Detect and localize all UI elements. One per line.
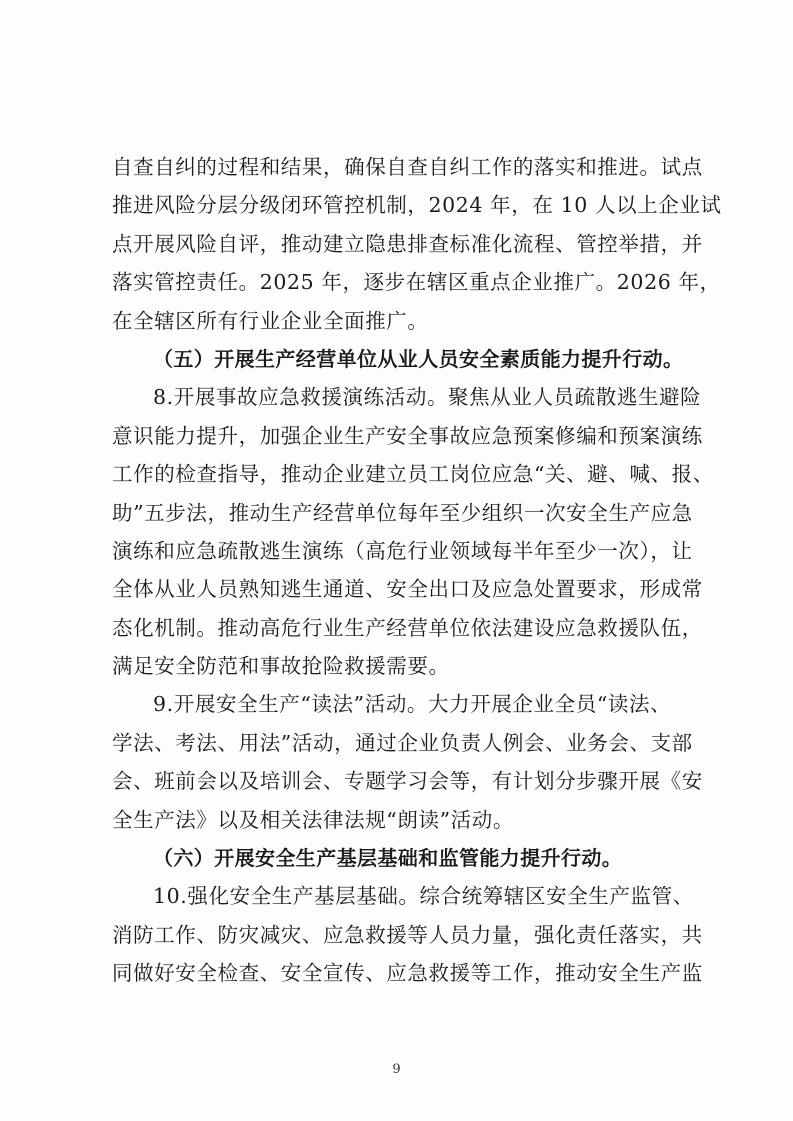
text-line: 消防工作、防灾减灾、应急救援等人员力量，强化责任落实，共 xyxy=(112,922,703,947)
text-line: 推进风险分层分级闭环管控机制，2024 年，在 10 人以上企业试 xyxy=(112,193,722,218)
paragraph-start-line: 9.开展安全生产“读法”活动。大力开展企业全员“读法、 xyxy=(153,692,672,717)
document-body xyxy=(112,148,722,993)
text-line: 意识能力提升，加强企业生产安全事故应急预案修编和预案演练 xyxy=(112,423,703,448)
text-line: 会、班前会以及培训会、专题学习会等，有计划分步骤开展《安 xyxy=(112,769,703,794)
section-heading: （六）开展安全生产基层基础和监管能力提升行动。 xyxy=(153,846,623,871)
text-line: 全体从业人员熟知逃生通道、安全出口及应急处置要求，形成常 xyxy=(112,577,703,602)
text-line: 全生产法》以及相关法律法规“朗读”活动。 xyxy=(112,807,514,832)
text-line: 在全辖区所有行业企业全面推广。 xyxy=(112,308,429,333)
text-line: 态化机制。推动高危行业生产经营单位依法建设应急救援队伍， xyxy=(112,615,703,640)
text-line: 点开展风险自评，推动建立隐患排查标准化流程、管控举措，并 xyxy=(112,231,703,256)
text-line: 助”五步法，推动生产经营单位每年至少组织一次安全生产应急 xyxy=(112,500,693,525)
text-line: 自查自纠的过程和结果，确保自查自纠工作的落实和推进。试点 xyxy=(112,155,703,179)
text-line: 满足安全防范和事故抢险救援需要。 xyxy=(112,654,450,679)
text-line: 演练和应急疏散逃生演练（高危行业领域每半年至少一次），让 xyxy=(112,538,693,563)
text-line: 学法、考法、用法”活动，通过企业负责人例会、业务会、支部 xyxy=(112,730,693,755)
paragraph-start-line: 10.强化安全生产基层基础。综合统筹辖区安全生产监管、 xyxy=(153,884,694,909)
page-number: 9 xyxy=(392,1062,401,1077)
paragraph-start-line: 8.开展事故应急救援演练活动。聚焦从业人员疏散逃生避险 xyxy=(153,385,702,410)
section-heading: （五）开展生产经营单位从业人员安全素质能力提升行动。 xyxy=(153,346,684,371)
text-line: 同做好安全检查、安全宣传、应急救援等工作，推动安全生产监 xyxy=(112,961,703,986)
text-line: 落实管控责任。2025 年，逐步在辖区重点企业推广。2026 年， xyxy=(112,270,721,295)
text-line: 工作的检查指导，推动企业建立员工岗位应急“关、避、喊、报、 xyxy=(112,462,714,487)
